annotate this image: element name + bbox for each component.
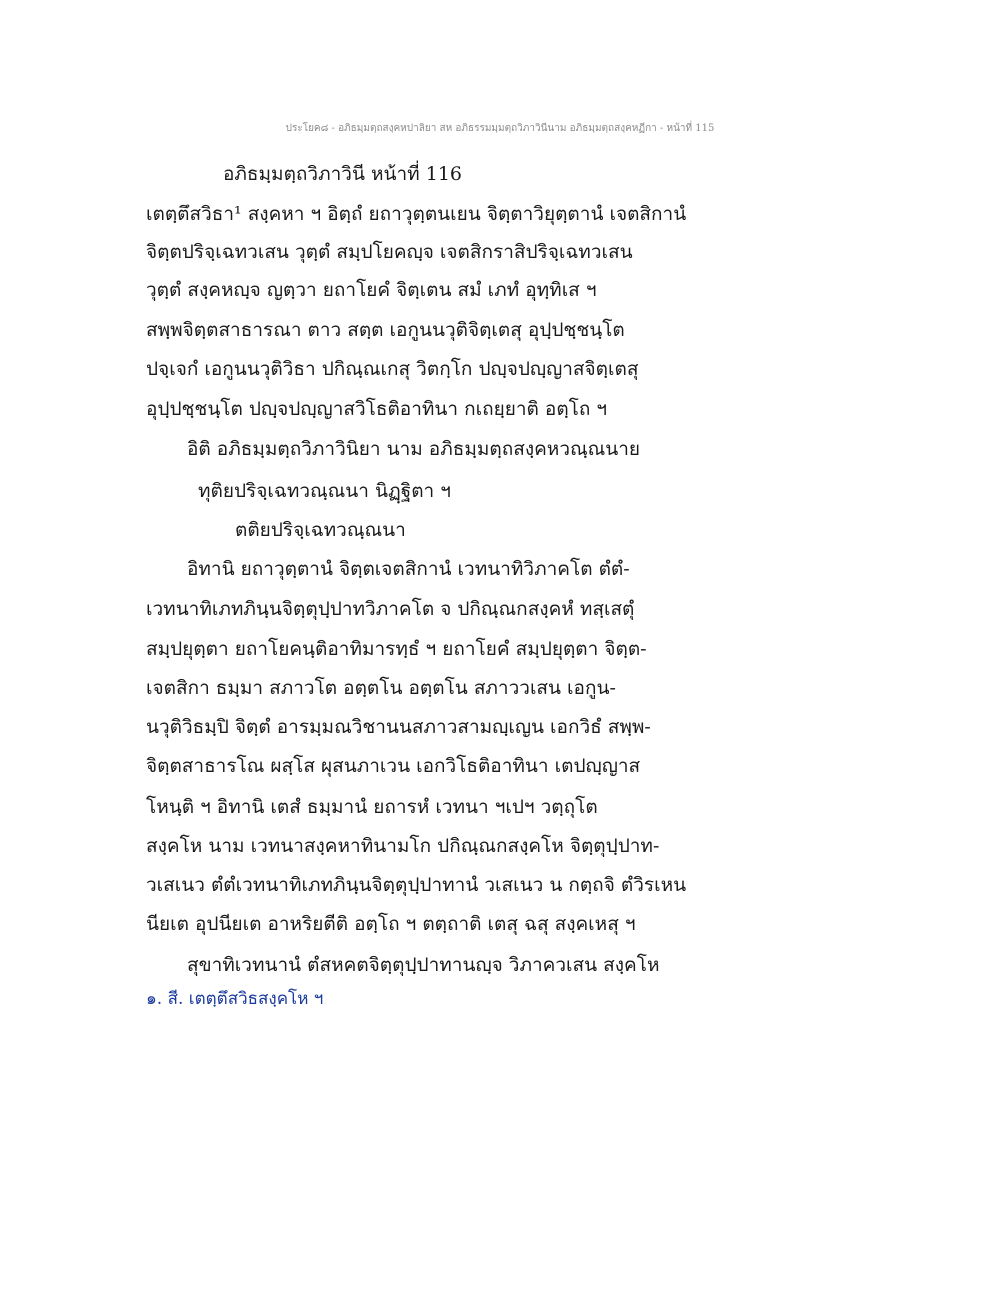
text-line: ทุติยปริจฺเฉทวณฺณนา นิฏฺฐิตา ฯ xyxy=(198,480,451,502)
text-line: วเสเนว ตํตํเวทนาทิเภทภินฺนจิตฺตุปฺปาทานํ วเสเนว น กตฺถจิ ตํวิรเหน xyxy=(146,874,687,896)
text-line: อิทานิ ยถาวุตฺตานํ จิตฺตเจตสิกานํ เวทนาทิวิภาคโต ตํตํ- xyxy=(187,558,630,580)
text-line: อุปฺปชฺชนฺโต ปญฺจปญฺญาสวิโธติอาทินา กเถยฺยาติ อตฺโถ ฯ xyxy=(146,398,608,420)
text-line: สงฺคโห นาม เวทนาสงฺคหาทินามโก ปกิณฺณกสงฺคโห จิตฺตุปฺปาท- xyxy=(146,835,660,857)
text-line: อิติ อภิธมฺมตฺถวิภาวินิยา นาม อภิธมฺมตฺถสงฺคหวณฺณนาย xyxy=(187,438,641,460)
page-title: อภิธมฺมตฺถวิภาวินี หน้าที่ 116 xyxy=(223,163,462,185)
text-line: นวุติวิธมฺปิ จิตฺตํ อารมฺมณวิชานนสภาวสามญฺเญน เอกวิธํ สพฺพ- xyxy=(146,716,651,738)
text-line: เจตสิกา ธมฺมา สภาวโต อตฺตโน อตฺตโน สภาววเสน เอกูน- xyxy=(146,677,616,699)
text-line: สุขาทิเวทนานํ ตํสหคตจิตฺตุปฺปาทานญฺจ วิภาควเสน สงฺคโห xyxy=(187,954,660,976)
text-line: นียเต อุปนียเต อาหริยตีติ อตฺโถ ฯ ตตฺถาติ เตสุ ฉสุ สงฺคเหสุ ฯ xyxy=(146,913,636,935)
text-line: สพฺพจิตฺตสาธารณา ตาว สตฺต เอกูนนวุติจิตฺเตสุ อุปฺปชฺชนฺโต xyxy=(146,319,625,341)
footnote: ๑. สี. เตตฺตึสวิธสงฺคโห ฯ xyxy=(146,989,324,1009)
text-line: ปจฺเจกํ เอกูนนวุติวิธา ปกิณฺณเกสุ วิตกฺโก ปญฺจปญฺญาสจิตฺเตสุ xyxy=(146,358,639,380)
text-line: เตตฺตึสวิธา¹ สงฺคหา ฯ อิตฺถํ ยถาวุตฺตนเยน จิตฺตาวิยุตฺตานํ เจตสิกานํ xyxy=(146,203,687,225)
text-line: จิตฺตปริจฺเฉทวเสน วุตฺตํ สมฺปโยคญฺจ เจตสิกราสิปริจฺเฉทวเสน xyxy=(146,241,633,263)
text-line: สมฺปยุตฺตา ยถาโยคนฺติอาทิมารทฺธํ ฯ ยถาโยคํ สมฺปยุตฺตา จิตฺต- xyxy=(146,638,647,660)
text-line: เวทนาทิเภทภินฺนจิตฺตุปฺปาทวิภาคโต จ ปกิณฺณกสงฺคหํ ทสฺเสตุํ xyxy=(146,598,635,620)
section-heading: ตติยปริจฺเฉทวณฺณนา xyxy=(235,519,406,541)
text-line: จิตฺตสาธารโณ ผสฺโส ผุสนภาเวน เอกวิโธติอาทินา เตปญฺญาส xyxy=(146,755,641,777)
page-header: ประโยค๘ - อภิธมฺมตฺถสงฺคหปาลิยา สห อภิธรรมมฺมตฺถวิภาวินีนาม อภิธมฺมตฺถสงฺคหฏีกา - หน้าที่ 115 xyxy=(285,123,715,134)
text-line: โหนฺติ ฯ อิทานิ เตสํ ธมฺมานํ ยถารหํ เวทนา ฯเปฯ วตฺถุโต xyxy=(146,796,598,818)
text-line: วุตฺตํ สงฺคหญฺจ ญตฺวา ยถาโยคํ จิตฺเตน สมํ เภทํ อุทฺทิเส ฯ xyxy=(146,279,597,301)
